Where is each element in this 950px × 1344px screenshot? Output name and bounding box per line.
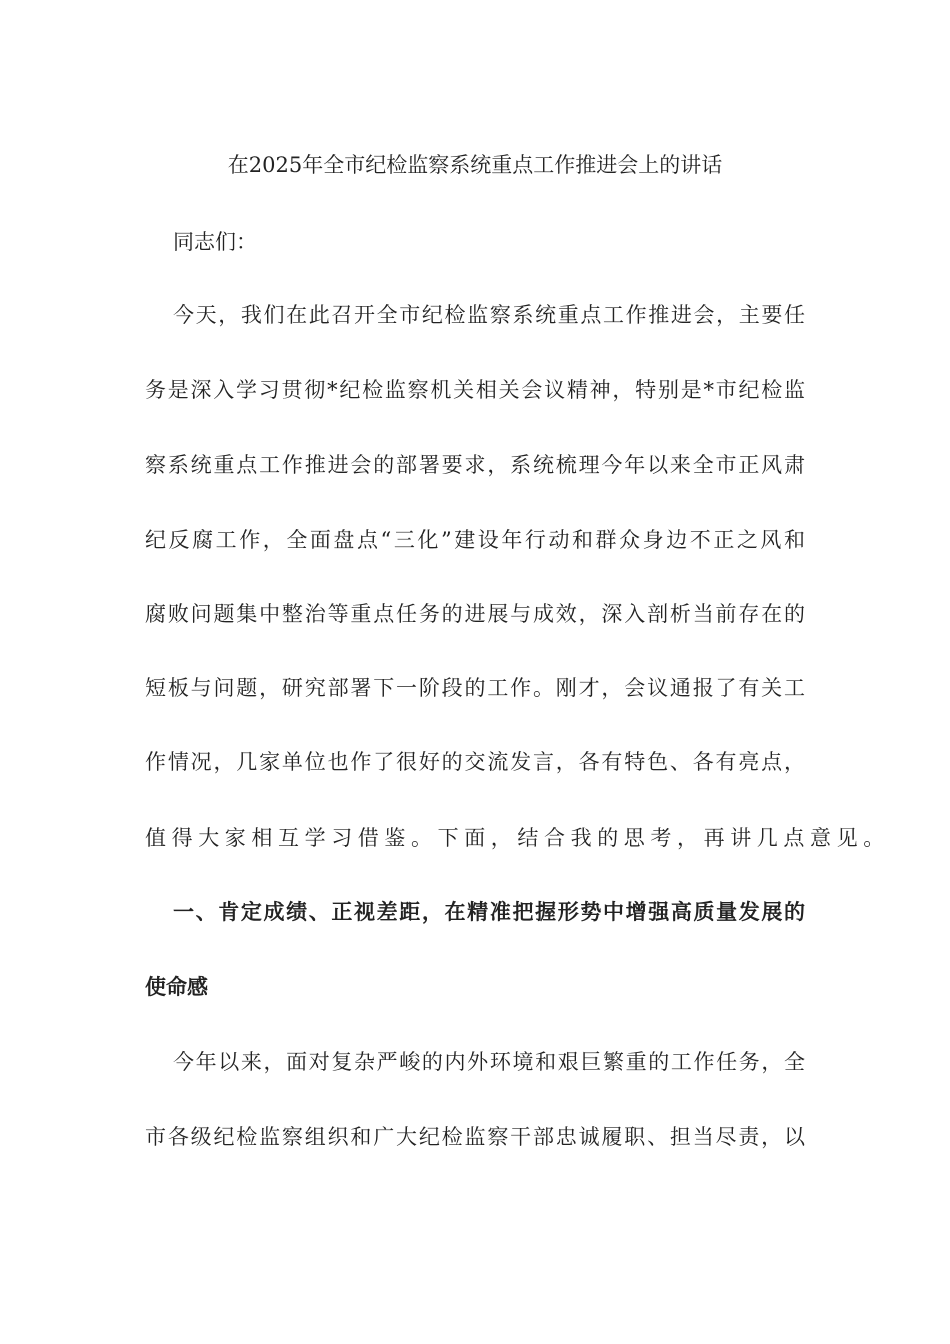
section-heading: 使命感 [145,975,208,999]
paragraph-line: 腐败问题集中整治等重点任务的进展与成效，深入剖析当前存在的 [145,602,805,626]
paragraph-line: 务是深入学习贯彻*纪检监察机关相关会议精神，特别是*市纪检监 [145,378,805,402]
paragraph-line: 纪反腐工作，全面盘点“三化”建设年行动和群众身边不正之风和 [145,528,805,552]
paragraph-line: 市各级纪检监察组织和广大纪检监察干部忠诚履职、担当尽责，以 [145,1125,805,1149]
paragraph-line: 今年以来，面对复杂严峻的内外环境和艰巨繁重的工作任务，全 [173,1050,805,1074]
document-title: 在2025年全市纪检监察系统重点工作推进会上的讲话 [227,153,723,177]
section-heading: 一、肯定成绩、正视差距，在精准把握形势中增强高质量发展的 [173,900,805,924]
paragraph-line: 值得大家相互学习借鉴。下面，结合我的思考，再讲几点意见。 [145,826,890,850]
paragraph-line: 今天，我们在此召开全市纪检监察系统重点工作推进会，主要任 [173,303,805,327]
salutation: 同志们： [173,230,257,254]
paragraph-line: 作情况，几家单位也作了很好的交流发言，各有特色、各有亮点， [145,750,805,774]
paragraph-line: 短板与问题，研究部署下一阶段的工作。刚才，会议通报了有关工 [145,676,805,700]
paragraph-line: 察系统重点工作推进会的部署要求，系统梳理今年以来全市正风肃 [145,453,805,477]
